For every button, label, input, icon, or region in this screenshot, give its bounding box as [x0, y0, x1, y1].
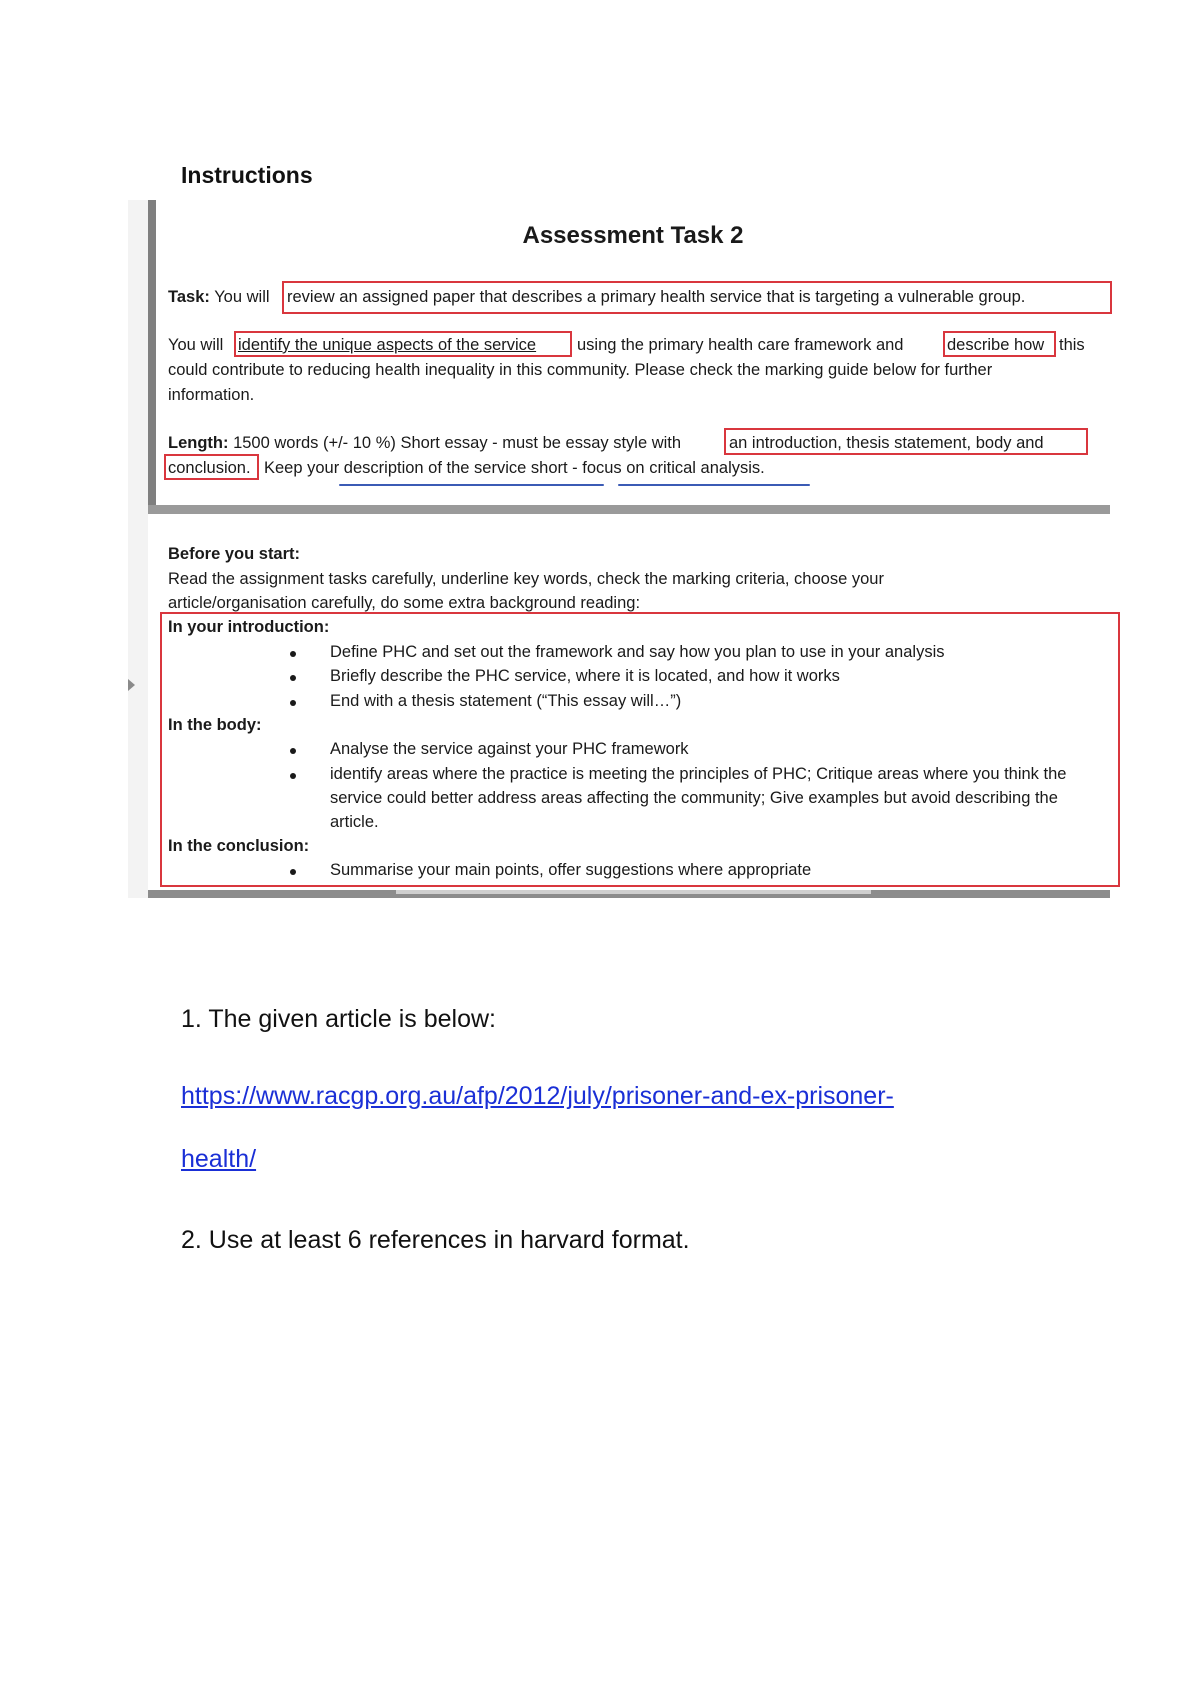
body-title: In the body:: [168, 716, 262, 734]
note-item-2: 2. Use at least 6 references in harvard format.: [181, 1226, 690, 1254]
length-text: 1500 words (+/- 10 %) Short essay - must be essay style with: [233, 434, 682, 452]
length-boxed-text-2: conclusion.: [168, 459, 251, 477]
p2-line2: could contribute to reducing health inequality in this community. Please check the marking guide below for further: [168, 361, 993, 379]
p2-line3: information.: [168, 386, 255, 404]
p2-end: this: [1059, 336, 1085, 354]
red-highlight-box: [164, 454, 259, 480]
pen-underline: [339, 484, 604, 486]
length-boxed-text: an introduction, thesis statement, body and: [729, 434, 1044, 452]
p2-start: You will: [168, 336, 224, 354]
intro-item: Define PHC and set out the framework and say how you plan to use in your analysis: [330, 643, 945, 661]
task-label: Task:: [168, 288, 210, 306]
body-item-cont: service could better address areas affecting the community; Give examples but avoid describing the: [330, 789, 1058, 807]
bullet-icon: [290, 748, 296, 754]
p2-middle: using the primary health care framework and: [577, 336, 904, 354]
assessment-title: Assessment Task 2: [522, 222, 744, 249]
p2-box1-text: identify the unique aspects of the service: [238, 336, 537, 354]
bullet-icon: [290, 675, 296, 681]
bullet-icon: [290, 700, 296, 706]
length-label: Length:: [168, 434, 229, 452]
conclusion-item: Summarise your main points, offer suggestions where appropriate: [330, 861, 812, 879]
red-highlight-box: [943, 331, 1056, 357]
bullet-icon: [290, 651, 296, 657]
red-highlight-box: [724, 428, 1088, 455]
body-item: identify areas where the practice is meeting the principles of PHC; Critique areas where you think the: [330, 765, 1067, 783]
bullet-icon: [290, 869, 296, 875]
task-boxed-text: review an assigned paper that describes a primary health service that is targeting a vulnerable group.: [287, 288, 1026, 306]
pen-underline: [618, 484, 810, 486]
page-heading: Instructions: [181, 162, 313, 188]
before-line1: Read the assignment tasks carefully, underline key words, check the marking criteria, choose your: [168, 570, 884, 588]
bullet-icon: [290, 773, 296, 779]
p2-box2-text: describe how: [947, 336, 1045, 354]
expand-arrow-icon[interactable]: [128, 679, 135, 691]
red-highlight-box: [234, 331, 572, 357]
length-rest: Keep your description of the service short - focus on critical analysis.: [264, 459, 765, 477]
intro-title: In your introduction:: [168, 618, 330, 636]
task-prefix: You will: [214, 288, 270, 306]
screenshot-divider: [148, 505, 1110, 514]
before-line2: article/organisation carefully, do some extra background reading:: [168, 594, 641, 612]
intro-item: End with a thesis statement (“This essay will…”): [330, 692, 682, 710]
red-highlight-box: [282, 281, 1112, 314]
note-item-1: 1. The given article is below:: [181, 1005, 496, 1033]
conclusion-title: In the conclusion:: [168, 837, 310, 855]
body-item-cont: article.: [330, 813, 379, 831]
screenshot-left-border: [148, 200, 156, 505]
intro-item: Briefly describe the PHC service, where it is located, and how it works: [330, 667, 840, 685]
screenshot-bottom-strip: [148, 890, 1110, 898]
article-link[interactable]: https://www.racgp.org.au/afp/2012/july/prisoner-and-ex-prisoner-: [181, 1082, 894, 1110]
article-link-cont[interactable]: health/: [181, 1145, 257, 1173]
body-item: Analyse the service against your PHC framework: [330, 740, 689, 758]
before-title: Before you start:: [168, 545, 301, 563]
